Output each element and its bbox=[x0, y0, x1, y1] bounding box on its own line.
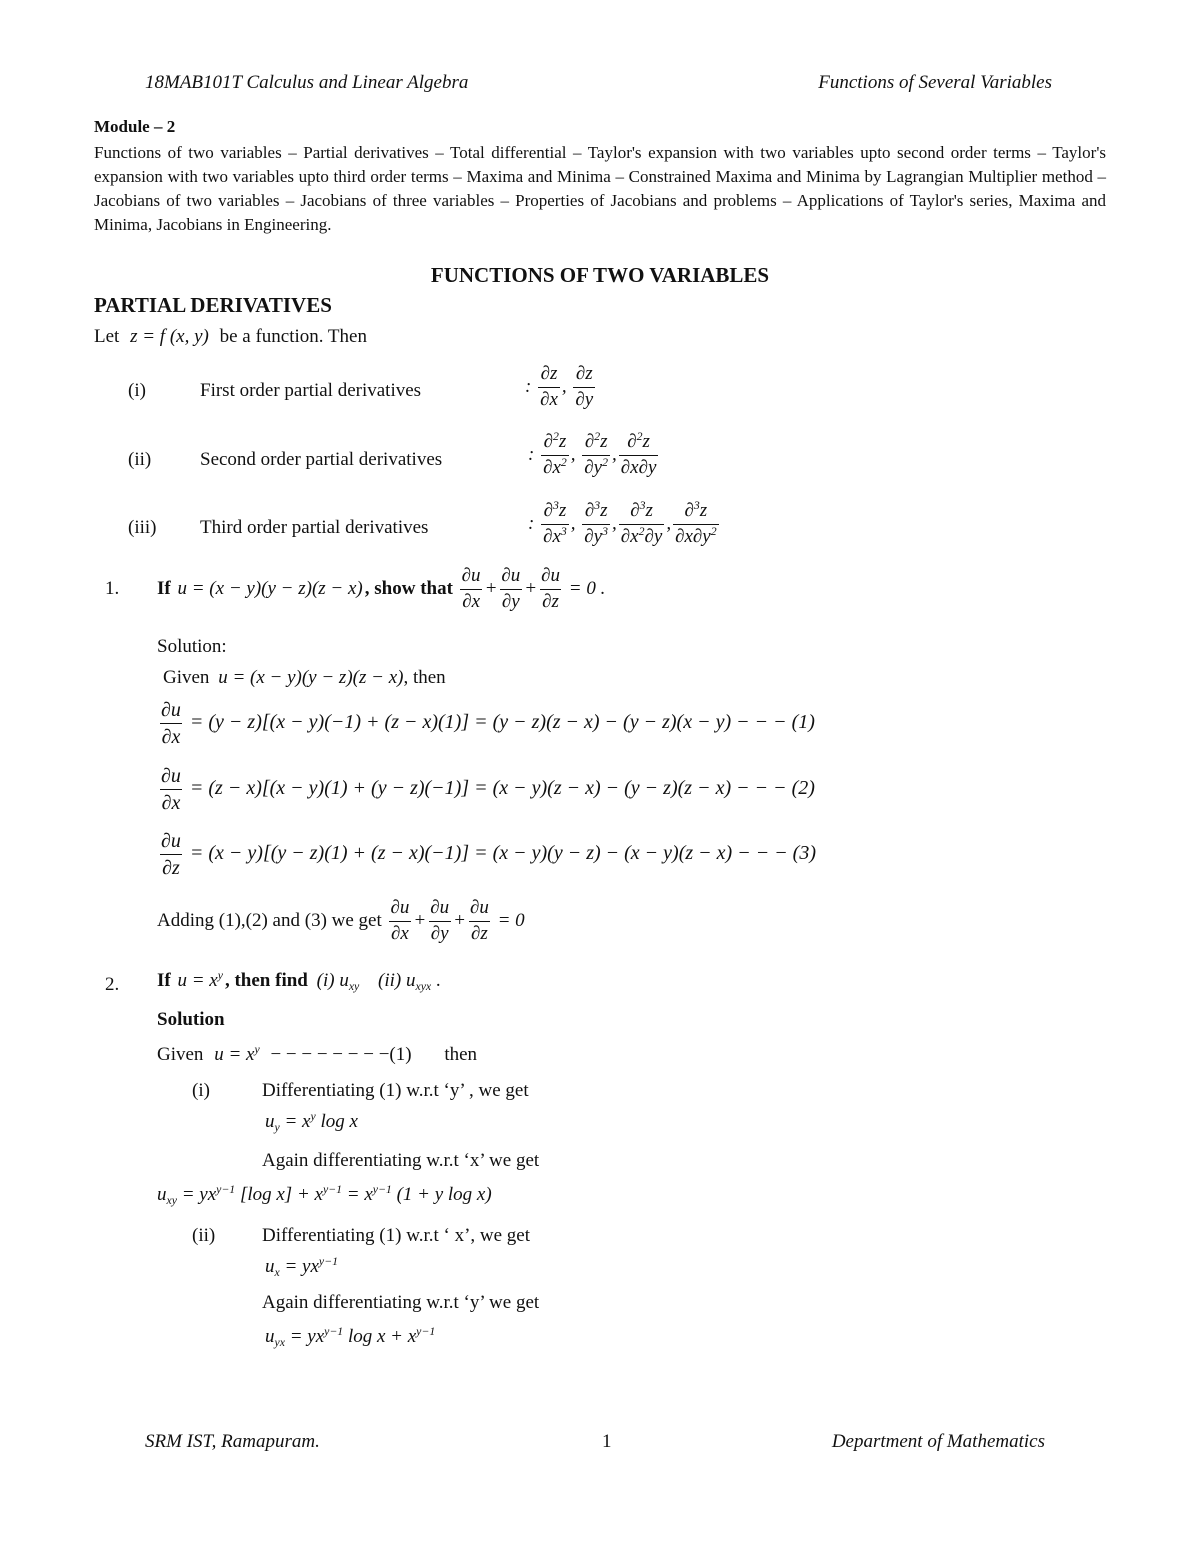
footer-right: Department of Mathematics bbox=[831, 1431, 1045, 1452]
problem2-given-then: then bbox=[444, 1044, 478, 1065]
page-number: 1 bbox=[602, 1431, 612, 1452]
problem2-uyx: $u_{yx} = yx^{y-1}$ $\log x + x^{y-1}$ bbox=[265, 1324, 436, 1350]
problem2-uxy: $u_{xy} = yx^{y-1}$ [log $x] + x^{y-1} = x^{y-1}$ (1 + y log x) bbox=[157, 1182, 492, 1208]
problem2-part-i: (i) bbox=[316, 970, 335, 991]
subsection-title: PARTIAL DERIVATIVES bbox=[94, 293, 332, 317]
problem2-step-i-num: (i) bbox=[192, 1080, 210, 1101]
problem1-eq3: $\frac{\partial u}{\partial z}$ = (x − y)[(y − z)(1) + (z − x)(−1)] = (x − y)(y − z) − (x − y)(z − x) − − − (3) bbox=[161, 830, 817, 879]
order-label-1: First order partial derivatives bbox=[200, 380, 422, 401]
problem2-step-ii: Differentiating (1) w.r.t ‘ x’, we get bbox=[262, 1225, 531, 1246]
order-label-2: Second order partial derivatives bbox=[200, 449, 443, 470]
problem1-eq2: $\frac{\partial u}{\partial x}$ = (z − x)[(x − y)(1) + (y − z)(−1)] = (x − y)(z − x) − (y − z)(z − x) − − − (2) bbox=[161, 765, 815, 814]
problem1-adding-text: Adding (1),(2) and (3) we get bbox=[157, 909, 382, 931]
problem2-if: If bbox=[157, 970, 171, 991]
order-num-1: (i) bbox=[128, 380, 146, 401]
problem1-show: , show that bbox=[364, 577, 453, 599]
footer-left: SRM IST, Ramapuram. bbox=[145, 1431, 320, 1452]
problem2-ux: $u_x = yx^{y-1}$ bbox=[265, 1254, 338, 1280]
second-order-derivatives: : $\frac{\partial^2z}{\partial x^2}$ , $\frac{\partial^2z}{\partial y^2}$ , $\frac{\partial^2z}{\partial x\partial y}$ bbox=[528, 429, 657, 478]
problem1-if: If bbox=[157, 577, 171, 599]
problem1-given-then: , then bbox=[403, 667, 446, 688]
problem1-solution-label: Solution: bbox=[157, 636, 227, 657]
problem1-eq2-rhs: = (z − x)[(x − y)(1) + (y − z)(−1)] = (x − y)(z − x) − (y − z)(z − x) − − − (2) bbox=[189, 777, 815, 800]
problem2-given-word: Given bbox=[157, 1044, 204, 1065]
header-right: Functions of Several Variables bbox=[818, 72, 1052, 93]
intro-line bbox=[94, 326, 367, 348]
first-order-derivatives: : $\frac{\partial z}{\partial x}$ , $\frac{\partial z}{\partial y}$ bbox=[525, 363, 594, 410]
problem2-part-ii: (ii) bbox=[378, 970, 402, 991]
problem1-given-word: Given bbox=[163, 667, 210, 688]
intro-let: Let bbox=[94, 326, 120, 347]
order-label-3: Third order partial derivatives bbox=[200, 517, 429, 538]
problem2-dashes: − − − − − − − −(1) bbox=[270, 1044, 412, 1065]
module-title: Module – 2 bbox=[94, 117, 176, 136]
problem2-step-ii-num: (ii) bbox=[192, 1225, 216, 1246]
problem2-step-i: Differentiating (1) w.r.t ‘y’ , we get bbox=[262, 1080, 529, 1101]
problem2-again-y: Again differentiating w.r.t ‘y’ we get bbox=[262, 1292, 540, 1313]
problem1-adding: Adding (1),(2) and (3) we get $\frac{\partial u}{\partial x}$ + $\frac{\partial u}{\partial y}$ + $\frac{\partial u}{\partial z}$ = 0 bbox=[157, 897, 525, 944]
header-left: 18MAB101T Calculus and Linear Algebra bbox=[145, 72, 469, 93]
order-num-3: (iii) bbox=[128, 517, 157, 538]
problem1-expr: u = (x − y)(y − z)(z − x) bbox=[177, 577, 363, 599]
problem1-number: 1. bbox=[105, 578, 120, 599]
problem1-given bbox=[163, 667, 446, 689]
section-title: FUNCTIONS OF TWO VARIABLES bbox=[430, 263, 770, 287]
problem2-given: Given $u = x^y$ − − − − − − − −(1) then bbox=[157, 1042, 478, 1065]
intro-function: z = f (x, y) bbox=[130, 326, 209, 347]
problem2-uy: $u_y = x^y$ log x bbox=[265, 1109, 358, 1135]
problem1-eq1: $\frac{\partial u}{\partial x}$ = (y − z)[(x − y)(−1) + (z − x)(1)] = (y − z)(z − x) − (y − z)(x − y) − − − (1) bbox=[161, 699, 815, 748]
problem1-eq3-rhs: = (x − y)[(y − z)(1) + (z − x)(−1)] = (x − y)(y − z) − (x − y)(z − x) − − − (3) bbox=[189, 842, 817, 865]
problem2-solution-label: Solution bbox=[157, 1009, 225, 1030]
module-syllabus: Functions of two variables – Partial derivatives – Total differential – Taylor's expansion with two variables upto second order terms – Taylor's expansion with two variables upto third order terms – Maxima and Minima – Constrained Maxima and Minima by Lagrangian Multiplier method – Jacobians of two variables – Jacobians of three variables – Properties of Jacobians and problems – Applications of Taylor's series, Maxima and Minima, Jacobians in Engineering. bbox=[94, 143, 1106, 234]
problem2-again-x: Again differentiating w.r.t ‘x’ we get bbox=[262, 1150, 540, 1171]
problem1-eq1-rhs: = (y − z)[(x − y)(−1) + (z − x)(1)] = (y − z)(z − x) − (y − z)(x − y) − − − (1) bbox=[189, 711, 815, 734]
order-num-2: (ii) bbox=[128, 449, 152, 470]
problem2-then-find: , then find bbox=[224, 970, 308, 991]
problem2-number: 2. bbox=[105, 974, 120, 995]
third-order-derivatives: : $\frac{\partial^3z}{\partial x^3}$ , $\frac{\partial^3z}{\partial y^3}$ , $\frac{\partial^3z}{\partial x^2\partial y}$ , $\frac{\partial^3z}{\partial x\partial y^2}$ bbox=[528, 498, 717, 547]
problem1-statement: If u = (x − y)(y − z)(z − x) , show that $\frac{\partial u}{\partial x}$ + $\frac{\partial u}{\partial y}$ + $\frac{\partial u}{\partial z}$ = 0 . bbox=[157, 565, 606, 612]
problem1-given-expr: u = (x − y)(y − z)(z − x) bbox=[218, 667, 404, 688]
problem2-statement: If $u = x^y$ , then find (i) $u_{xy}$ (ii) $u_{xyx}$ . bbox=[157, 968, 441, 994]
intro-rest: be a function. Then bbox=[219, 326, 367, 347]
